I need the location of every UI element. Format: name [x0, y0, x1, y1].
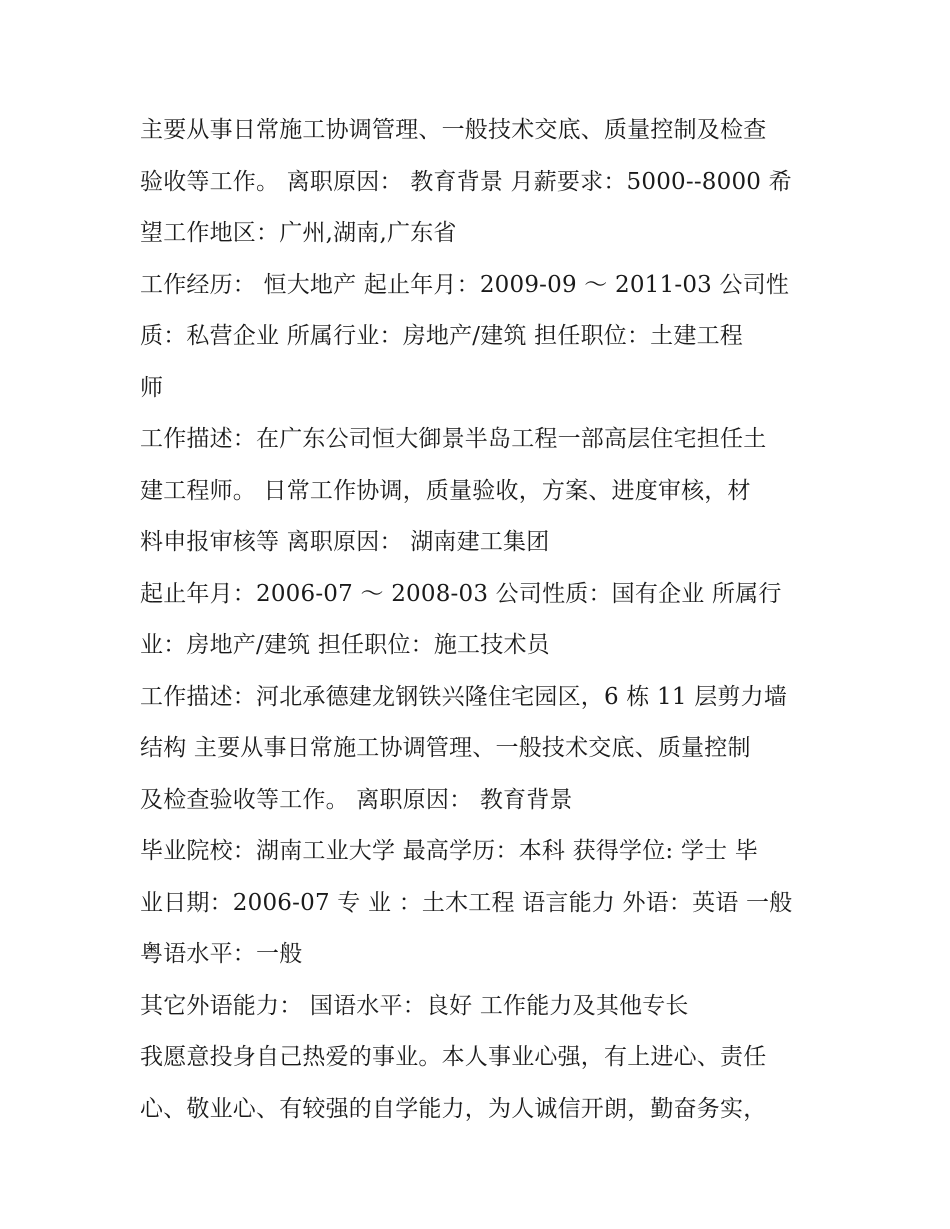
text-line: 我愿意投身自己热爱的事业。本人事业心强，有上进心、责任 — [140, 1044, 767, 1070]
text-line: 其它外语能力： 国语水平：良好 工作能力及其他专长 — [140, 992, 689, 1019]
text-line: 工作描述：河北承德建龙钢铁兴隆住宅园区，6 栋 11 层剪力墙 — [140, 683, 788, 710]
text-line: 业日期：2006-07 专 业 ：土木工程 语言能力 外语：英语 一般 — [140, 889, 793, 916]
text-line: 起止年月：2006-07 ～ 2008-03 公司性质：国有企业 所属行 — [140, 580, 782, 607]
text-line: 及检查验收等工作。 离职原因： 教育背景 — [140, 786, 573, 813]
text-line: 粤语水平：一般 — [140, 941, 303, 967]
text-line: 工作经历： 恒大地产 起止年月：2009-09 ～ 2011-03 公司性 — [140, 271, 790, 298]
text-line: 验收等工作。 离职原因： 教育背景 月薪要求：5000--8000 希 — [140, 168, 792, 195]
text-line: 主要从事日常施工协调管理、一般技术交底、质量控制及检查 — [140, 117, 767, 143]
text-line: 工作描述：在广东公司恒大御景半岛工程一部高层住宅担任土 — [140, 426, 767, 452]
text-line: 建工程师。 日常工作协调，质量验收，方案、进度审核，材 — [140, 477, 751, 504]
text-line: 结构 主要从事日常施工协调管理、一般技术交底、质量控制 — [140, 735, 751, 761]
text-line: 毕业院校：湖南工业大学 最高学历：本科 获得学位: 学士 毕 — [140, 838, 758, 864]
document-body — [140, 105, 815, 1135]
text-line: 心、敬业心、有较强的自学能力，为人诚信开朗，勤奋务实， — [140, 1095, 767, 1122]
text-line: 质：私营企业 所属行业：房地产/建筑 担任职位：土建工程 — [140, 323, 743, 349]
text-line: 业：房地产/建筑 担任职位：施工技术员 — [140, 632, 550, 658]
text-line: 料申报审核等 离职原因： 湖南建工集团 — [140, 529, 550, 555]
text-line: 望工作地区：广州,湖南,广东省 — [140, 220, 457, 246]
text-line: 师 — [140, 374, 164, 401]
